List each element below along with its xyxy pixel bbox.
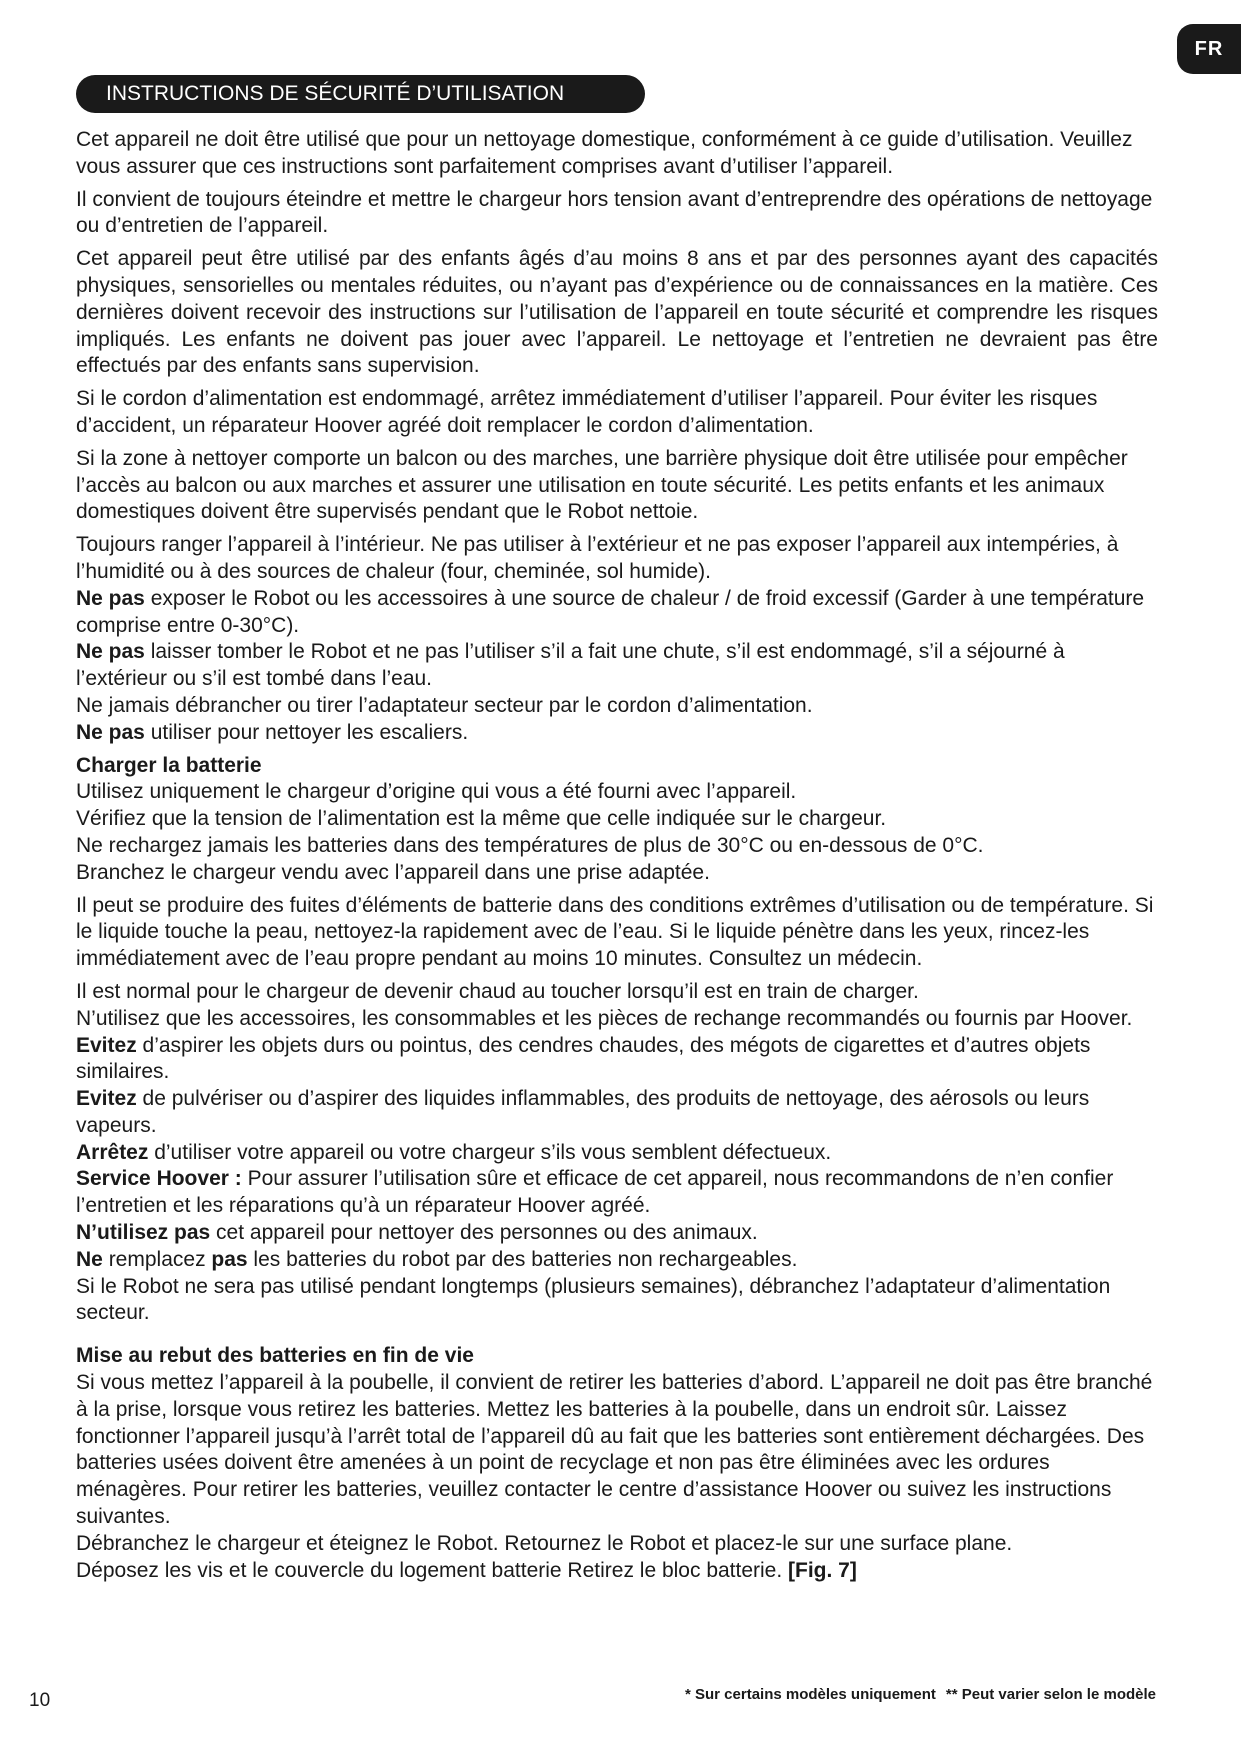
charge-heading: Charger la batterie: [76, 753, 262, 777]
paragraph: [76, 639, 1158, 693]
emphasis: Arrêtez: [76, 1140, 149, 1164]
paragraph-text: exposer le Robot ou les accessoires à une source de chaleur / de froid excessif (Garder à une température comprise entre 0-30°C).: [76, 586, 1145, 637]
emphasis: Evitez: [76, 1087, 137, 1111]
paragraph-text: utiliser pour nettoyer les escaliers.: [144, 720, 469, 744]
footnote: [675, 1686, 1156, 1703]
paragraph-text: cet appareil pour nettoyer des personnes ou des animaux.: [210, 1221, 758, 1245]
paragraph-text: Déposez les vis et le couvercle du logement batterie Retirez le bloc batterie.: [76, 1558, 789, 1582]
footnote-models: * Sur certains modèles uniquement: [685, 1686, 936, 1703]
paragraph: Il convient de toujours éteindre et mettre le chargeur hors tension avant d’entreprendre des opérations de nettoyage ou d’entretien de l’appareil.: [76, 187, 1153, 238]
charge-line: Utilisez uniquement le chargeur d’origine qui vous a été fourni avec l’appareil.: [76, 780, 797, 804]
paragraph: [76, 720, 1158, 747]
paragraph: Cet appareil peut être utilisé par des enfants âgés d’au moins 8 ans et par des personnes ayant des capacités physiques, sensorielles ou mentales réduites, ou n’ayant pas d’expérience ou de connaissances en la matière. Ces dernières doivent recevoir des instructions sur l’utilisation de l’appareil en toute sécurité et comprendre les risques impliqués. Les enfants ne doivent pas jouer avec l’appareil. Le nettoyage et l’entretien ne devraient pas être effectués par des enfants sans supervision.: [76, 247, 1158, 378]
document-body: [76, 127, 1158, 1590]
paragraph: [76, 1220, 1158, 1247]
charge-line: Branchez le chargeur vendu avec l’appareil dans une prise adaptée.: [76, 860, 710, 884]
paragraph: Il peut se produire des fuites d’éléments de batterie dans des conditions extrêmes d’utilisation ou de température. Si le liquide touche la peau, nettoyez-la rapidement avec de l’eau. Si le liquide pénètre dans les yeux, rincez-les immédiatement avec de l’eau propre pendant au moins 10 minutes. Consultez un médecin.: [76, 893, 1154, 971]
emphasis: N’utilisez pas: [76, 1221, 211, 1245]
paragraph-text: de pulvériser ou d’aspirer des liquides inflammables, des produits de nettoyage, des aérosols ou leurs vapeurs.: [76, 1087, 1090, 1137]
paragraph: Cet appareil ne doit être utilisé que pour un nettoyage domestique, conformément à ce guide d’utilisation. Veuillez vous assurer que ces instructions sont parfaitement comprises avant d’utiliser l’appareil.: [76, 128, 1133, 178]
dispose-paragraph: [76, 1558, 1158, 1585]
paragraph-text: laisser tomber le Robot et ne pas l’utiliser s’il a fait une chute, s’il est endommagé, s’il a séjourné à l’extérieur ou s’il est tombé dans l’eau.: [76, 640, 1065, 691]
emphasis: Ne pas: [76, 720, 145, 744]
figure-reference: [Fig. 7]: [788, 1558, 857, 1582]
paragraph: Si le cordon d’alimentation est endommagé, arrêtez immédiatement d’utiliser l’appareil. Pour éviter les risques d’accident, un réparateur Hoover agréé doit remplacer le cordon d’alimentation.: [76, 387, 1098, 437]
paragraph-text: les batteries du robot par des batteries non rechargeables.: [247, 1247, 798, 1271]
paragraph: N’utilisez que les accessoires, les consommables et les pièces de rechange recommandés ou fournis par Hoover.: [76, 1006, 1133, 1030]
emphasis: Ne pas: [76, 640, 145, 664]
dispose-heading: Mise au rebut des batteries en fin de vie: [76, 1344, 474, 1368]
paragraph: Si le Robot ne sera pas utilisé pendant longtemps (plusieurs semaines), débranchez l’adaptateur d’alimentation secteur.: [76, 1274, 1111, 1325]
paragraph: Toujours ranger l’appareil à l’intérieur. Ne pas utiliser à l’extérieur et ne pas exposer l’appareil aux intempéries, à l’humidité ou à des sources de chaleur (four, cheminée, sol humide).: [76, 533, 1119, 583]
paragraph: Ne jamais débrancher ou tirer l’adaptateur secteur par le cordon d’alimentation.: [76, 693, 813, 717]
emphasis: pas: [211, 1247, 248, 1271]
paragraph: [76, 1033, 1158, 1087]
paragraph: [76, 1140, 1158, 1167]
language-tab: FR: [1177, 24, 1241, 74]
paragraph: [76, 586, 1158, 640]
paragraph-text: d’aspirer les objets durs ou pointus, des cendres chaudes, des mégots de cigarettes et d’autres objets similaires.: [76, 1033, 1091, 1084]
emphasis: Ne pas: [76, 586, 145, 610]
paragraph: [76, 1247, 1158, 1274]
dispose-section: [76, 1343, 1158, 1584]
paragraph-text: remplacez: [102, 1247, 212, 1271]
paragraph: [76, 1166, 1158, 1220]
paragraph: Si la zone à nettoyer comporte un balcon ou des marches, une barrière physique doit être utilisée pour empêcher l’accès au balcon ou aux marches et assurer une utilisation en toute sécurité. Les petits enfants et les animaux domestiques doivent être supervisés pendant que le Robot nettoie.: [76, 446, 1128, 524]
paragraph: [76, 1086, 1158, 1140]
emphasis: Ne: [76, 1247, 103, 1271]
paragraph-text: d’utiliser votre appareil ou votre chargeur s’ils vous semblent défectueux.: [148, 1140, 832, 1164]
page-number: 10: [29, 1690, 51, 1711]
dispose-paragraph: Débranchez le chargeur et éteignez le Robot. Retournez le Robot et placez-le sur une surface plane.: [76, 1531, 1013, 1555]
paragraph: Il est normal pour le chargeur de devenir chaud au toucher lorsqu’il est en train de charger.: [76, 979, 919, 1003]
footnote-variation: ** Peut varier selon le modèle: [945, 1686, 1156, 1703]
dispose-paragraph: Si vous mettez l’appareil à la poubelle, il convient de retirer les batteries d’abord. L’appareil ne doit pas être branché à la prise, lorsque vous retirez les batteries. Mettez les batteries à la poubelle, dans un endroit sûr. Laissez fonctionner l’appareil jusqu’à l’arrêt total de l’appareil dû au fait que les batteries sont entièrement déchargées. Des batteries usées doivent être amenées à un point de recyclage et non pas être éliminées avec les ordures ménagères. Pour retirer les batteries, veuillez contacter le centre d’assistance Hoover ou suivez les instructions suivantes.: [76, 1371, 1153, 1529]
section-title: INSTRUCTIONS DE SÉCURITÉ D’UTILISATION: [76, 75, 645, 113]
emphasis: Service Hoover :: [76, 1167, 242, 1191]
charge-line: Vérifiez que la tension de l’alimentation est la même que celle indiquée sur le chargeur.: [76, 807, 887, 831]
charge-section: [76, 753, 1158, 887]
charge-line: Ne rechargez jamais les batteries dans des températures de plus de 30°C ou en-dessous de 0°C.: [76, 833, 984, 857]
paragraph-text: Pour assurer l’utilisation sûre et efficace de cet appareil, nous recommandons de n’en confier l’entretien et les réparations qu’à un réparateur Hoover agréé.: [76, 1167, 1114, 1218]
emphasis: Evitez: [76, 1033, 137, 1057]
